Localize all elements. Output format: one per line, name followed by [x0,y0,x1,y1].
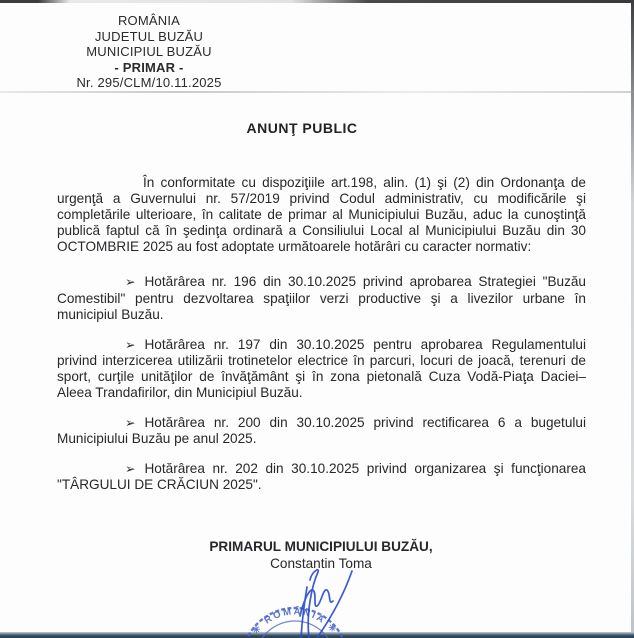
decision-item-202 [57,461,586,493]
stamp-and-signature [225,563,385,638]
letterhead-municipality: MUNICIPIUL BUZĂU [86,44,212,60]
stamp-country-text: ✳ ROMÂNIA ✳ [250,606,340,637]
handwritten-signature-icon [300,570,352,638]
decision-item-197 [57,337,586,401]
round-stamp-icon [225,563,385,638]
decision-item-text: Hotărârea nr. 196 din 30.10.2025 privind aprobarea Strategiei "Buzău Comestibil" pentru dezvoltarea spaţiilor verzi productive şi a livezilor urbane în municipiul Buzău. [57,274,586,322]
letterhead-country: ROMÂNIA [117,13,181,28]
arrowhead-bullet-icon: ➢ [125,337,136,352]
document-body [57,175,586,494]
letterhead-registration-number: Nr. 295/CLM/10.11.2025 [76,75,222,91]
decision-item-200 [57,415,586,447]
decision-item-text: Hotărârea nr. 197 din 30.10.2025 pentru aprobarea Regulamentului privind interzicerea utilizării trotinetelor electrice în parcuri, locuri de joacă, terenuri de sport, curţile unităţilor de învăţământ şi în zona pietonală Cuza Vodă-Piaţa Daciei–Aleea Trandafirilor, din Municipiul Buzău. [57,336,586,401]
document-title: ANUNŢ PUBLIC [246,120,358,136]
decision-item-text: Hotărârea nr. 200 din 30.10.2025 privind rectificarea 6 a bugetului Municipiului Buzău pe anul 2025. [57,415,586,447]
decision-item-text: Hotărârea nr. 202 din 30.10.2025 privind organizarea şi funcţionarea "TÂRGULUI DE CRĂCIUN 2025". [57,461,586,493]
letterhead-county: JUDETUL BUZĂU [94,28,204,44]
letterhead-office: - PRIMAR - [114,59,184,75]
signer-role: PRIMARUL MUNICIPIULUI BUZĂU, [209,539,433,554]
scan-border-bottom [0,632,634,638]
arrowhead-bullet-icon: ➢ [125,462,136,477]
intro-paragraph: În conformitate cu dispoziţiile art.198, alin. (1) şi (2) din Ordonanţa de urgenţă a Guvernului nr. 57/2019 privind Codul administrativ, cu modificările şi completările ulterioare, în calitate de primar al Municipiului Buzău, aduc la cunoştinţă publică faptul că în şedinţa ordinară a Consiliului Local al Municipiului Buzău din 30 OCTOMBRIE 2025 au fost adoptate următoarele hotărâri cu caracter normativ: [57,175,586,255]
letterhead [58,13,240,91]
decision-item-196 [57,274,586,322]
signature-block [57,539,585,572]
arrowhead-bullet-icon: ➢ [125,416,136,431]
scan-border-top [0,0,634,3]
signer-name: Constantin Toma [270,555,372,571]
arrowhead-bullet-icon: ➢ [125,275,136,290]
scan-fold-line [0,91,634,93]
